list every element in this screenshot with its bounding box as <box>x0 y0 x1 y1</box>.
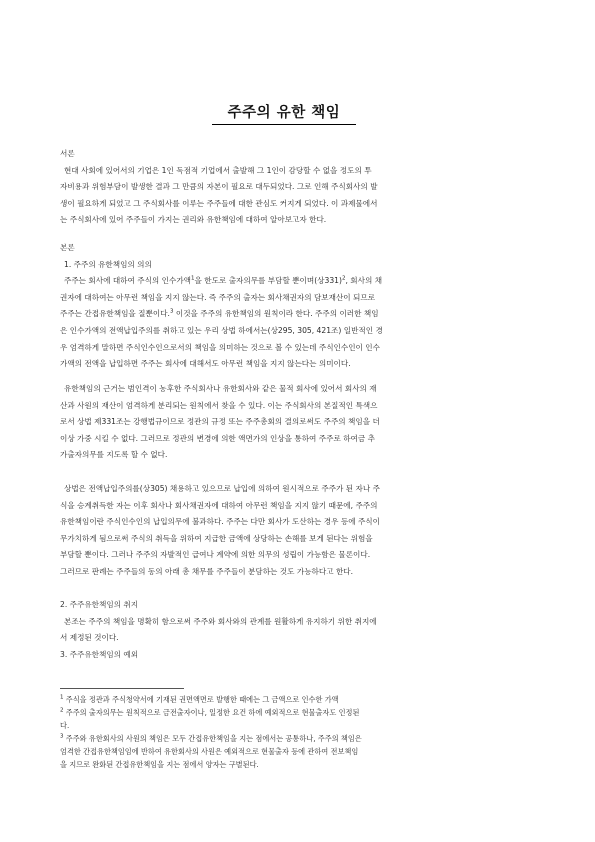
footnote-3-cont: 엄격한 간접유한책임임에 반하여 유한회사의 사원은 예외적으로 현물출자 등에 관하여 전보책임 <box>60 747 359 756</box>
section2-heading: 2. 주주유한책임의 취지 <box>60 600 139 609</box>
para2-line: 유한책임의 근거는 범인격이 농후한 주식회사나 유한회사와 같은 물적 회사에 있어서 회사의 재 <box>64 384 377 393</box>
para2-line: 로서 상법 제331조는 강행법규이므로 정관의 규정 또는 주주총회의 결의로써도 주주의 책임을 더 <box>60 417 380 427</box>
section3-heading: 3. 주주유한책임의 예외 <box>60 649 139 659</box>
para2-line: 가출자의무를 지도록 할 수 없다. <box>60 450 168 460</box>
body-section <box>60 240 540 373</box>
intro-line: 는 주식회사에 있어 주주들이 가지는 권리와 유한책임에 대하여 알아보고자 한다. <box>60 215 327 225</box>
para2-line: 산과 사원의 재산이 엄격하게 분리되는 원칙에서 찾을 수 있다. 이는 주식회사의 본질적인 특색으 <box>60 400 378 410</box>
footnote-ref-1: 1 <box>191 275 195 282</box>
para3-line: 그러므로 판례는 주주들의 동의 아래 총 채무를 주주들이 분담하는 것도 가능하다고 한다. <box>60 566 354 576</box>
body-heading: 본론 <box>60 243 75 252</box>
footnote-3-cont: 을 지므로 완화된 간접유한책임을 지는 점에서 양자는 구별된다. <box>60 760 259 769</box>
para1-line: 주주는 회사에 대하여 주식의 인수가액$^1$을 한도로 출자의무를 부담할 뿐이며(상331)$^2$, 회사의 채 <box>64 275 383 286</box>
footnote-ref-2: 2 <box>341 275 346 282</box>
para3-line: 부담할 뿐이다. 그러나 주주의 자발적인 급여나 계약에 의한 의무의 성립이 가능함은 물론이다. <box>60 550 371 560</box>
para3 <box>60 481 540 581</box>
intro-line: 자비용과 위험부담이 발생한 결과 그 만큼의 자본이 필요로 대두되었다. 그로 인해 주식회사의 발 <box>60 182 378 192</box>
para1-line: 우 엄격하게 말하면 주식인수인으로서의 책임을 의미하는 것으로 볼 수 있는데 주식인수인이 인수 <box>60 342 380 352</box>
para2 <box>60 381 540 464</box>
intro-heading: 서론 <box>60 149 75 158</box>
para3-line: 무가치하게 됨으로써 주식의 취득을 위하여 지급한 금액에 상당하는 손해를 보게 된다는 위험을 <box>60 533 373 543</box>
footnotes <box>60 693 540 771</box>
document-title: 주주의 유한 책임 <box>227 105 341 121</box>
footnote-2: $^2$ 주주의 출자의무는 원칙적으로 금전출자이나, 일정한 요건 하에 예외적으로 현물출자도 인정된 <box>60 707 360 717</box>
footnote-2-cont: 다. <box>60 721 70 730</box>
footnote-divider <box>60 688 184 689</box>
para3-line: 유한책임이란 주식인수인의 납입의무에 불과하다. 주주는 다만 회사가 도산하는 경우 등에 주식이 <box>60 517 380 527</box>
para1-line: 주주는 간접유한책임을 질뿐이다.$^3$ 이것을 주주의 유한책임의 원칙이라 한다. 주주의 이러한 책임 <box>60 308 379 319</box>
para1-line: 가액의 전액을 납입하면 주주는 회사에 대해서도 아무런 책임을 지지 않는다는 의미이다. <box>60 359 351 369</box>
para1-line: 은 인수가액의 전액납입주의를 취하고 있는 우리 상법 하에서는(상295, 305, 421조) 일반적인 경 <box>60 325 383 335</box>
title-underline <box>212 124 356 125</box>
intro-section <box>60 146 540 229</box>
para3-line: 식을 승계취득한 자는 이후 회사나 회사채권자에 대하여 아무런 책임을 지지 않기 때문에, 주주의 <box>60 500 378 510</box>
section1-heading: 1. 주주의 유한책임의 의의 <box>64 259 152 269</box>
para3-line: 상법은 전액납입주의를(상305) 채용하고 있으므로 납입에 의하여 원시적으로 주주가 된 자나 주 <box>64 484 380 493</box>
intro-line: 생이 필요하게 되었고 그 주식회사를 이루는 주주들에 대한 관심도 커지게 되었다. 이 과제물에서 <box>60 198 378 208</box>
footnote-ref-3: 3 <box>169 308 174 315</box>
para1-line: 권자에 대하여는 아무런 책임을 지지 않는다. 즉 주주의 출자는 회사채권자의 담보재산이 되므로 <box>60 292 376 302</box>
section2 <box>60 597 540 663</box>
intro-line: 현대 사회에 있어서의 기업은 1인 독점적 기업에서 출발해 그 1인이 감당할 수 없을 정도의 투 <box>64 165 372 175</box>
footnote-1: $^1$ 주식을 정관과 주식청약서에 기재된 권면액면로 발행한 때에는 그 금액으로 인수한 가액 <box>60 694 339 704</box>
footnote-3: $^3$ 주주와 유한회사의 사원의 책임은 모두 간접유한책임을 지는 점에서는 공통하나, 주주의 책임은 <box>60 733 362 743</box>
para2-line: 이상 가중 시킬 수 없다. 그러므로 정관의 변경에 의한 액면가의 인상을 통하여 주주로 하여금 추 <box>60 433 375 443</box>
para4-line: 서 제정된 것이다. <box>60 633 119 643</box>
para4-line: 본조는 주주의 책임을 명확히 함으로써 주주와 회사와의 관계를 원활하게 유지하기 위한 취지에 <box>64 616 377 626</box>
